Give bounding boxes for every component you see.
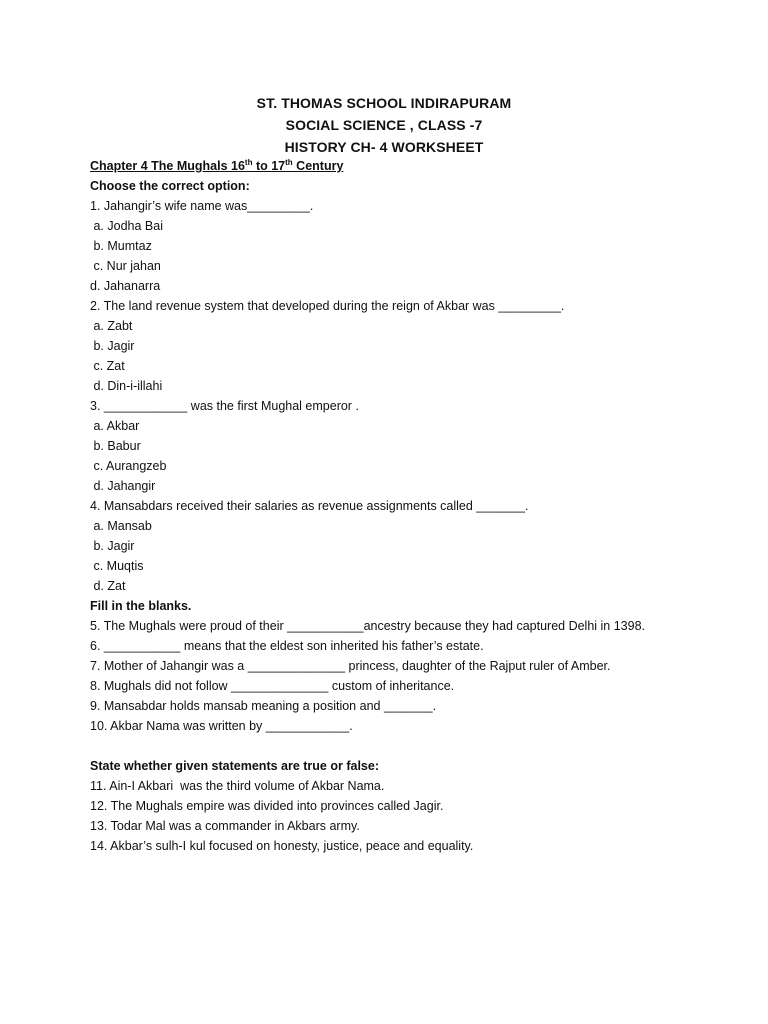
question-2: 2. The land revenue system that developed during the reign of Akbar was _________.	[90, 299, 565, 313]
option: c. Zat	[90, 359, 125, 373]
question-5: 5. The Mughals were proud of their ___________ancestry because they had captured Delhi in 1398.	[90, 619, 646, 633]
question-6: 6. ___________ means that the eldest son inherited his father’s estate.	[90, 639, 484, 653]
question-14: 14. Akbar’s sulh-I kul focused on honesty, justice, peace and equality.	[90, 839, 474, 853]
option: c. Muqtis	[90, 559, 144, 573]
option: d. Jahangir	[90, 479, 156, 493]
question-11: 11. Ain-I Akbari was the third volume of Akbar Nama.	[90, 779, 385, 793]
question-9: 9. Mansabdar holds mansab meaning a position and _______.	[90, 699, 437, 713]
option: a. Akbar	[90, 419, 140, 433]
subject-class: SOCIAL SCIENCE , CLASS -7	[285, 117, 483, 133]
section-spacer	[90, 736, 730, 756]
option: d. Zat	[90, 579, 126, 593]
option: c. Nur jahan	[90, 259, 161, 273]
question-10: 10. Akbar Nama was written by ____________.	[90, 719, 353, 733]
option: b. Jagir	[90, 339, 135, 353]
school-name: ST. THOMAS SCHOOL INDIRAPURAM	[256, 95, 512, 111]
fill-blanks-heading: Fill in the blanks.	[90, 599, 192, 613]
true-false-heading: State whether given statements are true or false:	[90, 759, 379, 773]
question-7: 7. Mother of Jahangir was a ______________ princess, daughter of the Rajput ruler of Amber.	[90, 659, 611, 673]
option: b. Jagir	[90, 539, 135, 553]
option: a. Jodha Bai	[90, 219, 163, 233]
worksheet-title: HISTORY CH- 4 WORKSHEET	[284, 139, 484, 155]
option: b. Babur	[90, 439, 141, 453]
chapter-title: Chapter 4 The Mughals 16th to 17th Century	[90, 157, 344, 173]
question-8: 8. Mughals did not follow ______________ custom of inheritance.	[90, 679, 455, 693]
option: b. Mumtaz	[90, 239, 152, 253]
mcq-heading: Choose the correct option:	[90, 179, 250, 193]
question-12: 12. The Mughals empire was divided into provinces called Jagir.	[90, 799, 444, 813]
option: a. Mansab	[90, 519, 152, 533]
option: a. Zabt	[90, 319, 133, 333]
question-4: 4. Mansabdars received their salaries as revenue assignments called _______.	[90, 499, 529, 513]
question-3: 3. ____________ was the first Mughal emperor .	[90, 399, 359, 413]
option: c. Aurangzeb	[90, 459, 167, 473]
question-13: 13. Todar Mal was a commander in Akbars army.	[90, 819, 360, 833]
option: d. Jahanarra	[90, 279, 161, 293]
question-1: 1. Jahangir’s wife name was_________.	[90, 199, 314, 213]
option: d. Din-i-illahi	[90, 379, 163, 393]
document-header	[0, 92, 768, 158]
worksheet-body	[90, 156, 730, 856]
